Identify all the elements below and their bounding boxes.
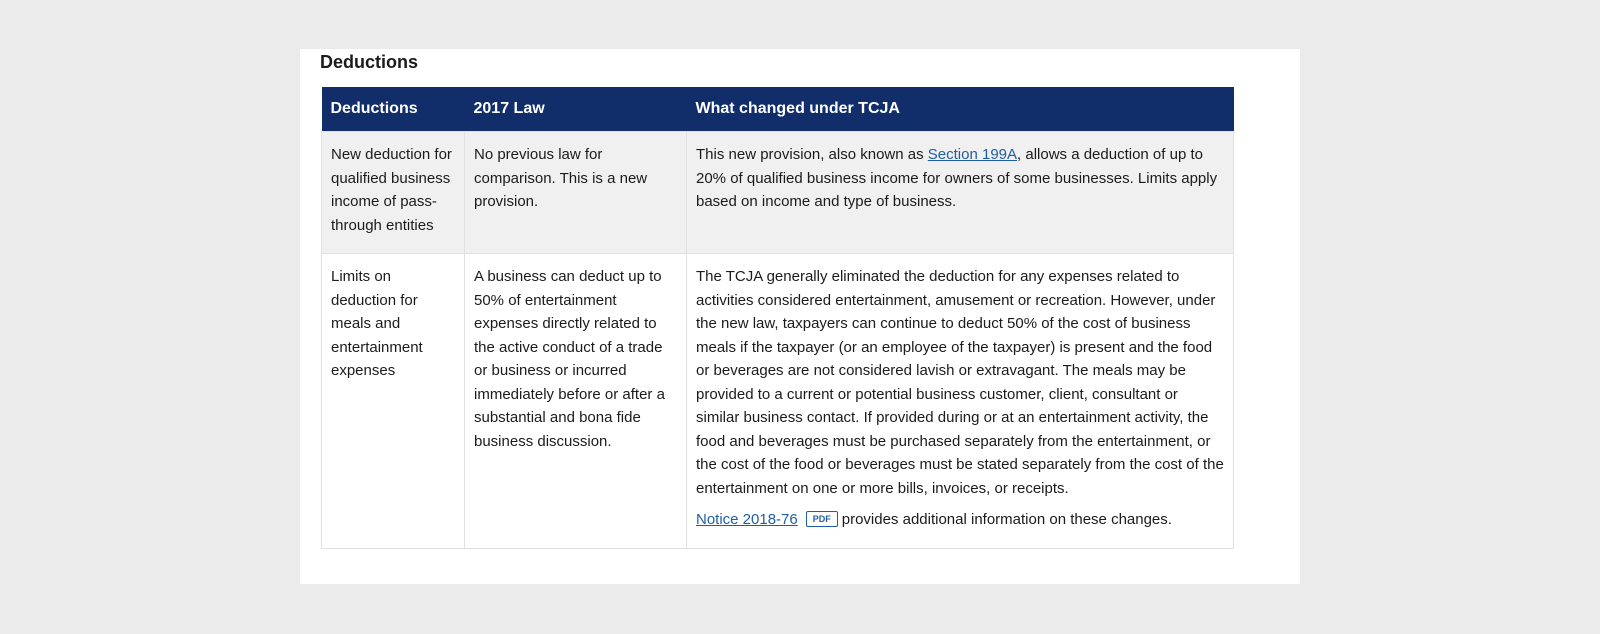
- tcja-text-prefix: This new provision, also known as: [696, 146, 928, 163]
- deduction-cell: New deduction for qualified business income of pass-through entities: [322, 132, 465, 254]
- section-199a-link[interactable]: Section 199A: [927, 146, 1018, 163]
- law-2017-cell: A business can deduct up to 50% of entertainment expenses directly related to the active conduct of a trade or business or incurred immediately before or after a substantial and bona fide business discussion.: [465, 254, 687, 549]
- section-title: Deductions: [320, 52, 419, 72]
- deduction-cell: Limits on deduction for meals and entertainment expenses: [322, 254, 465, 549]
- header-deductions: Deductions: [322, 87, 465, 132]
- notice-suffix: provides additional information on these changes.: [841, 511, 1172, 528]
- tcja-text: The TCJA generally eliminated the deduction for any expenses related to activities considered entertainment, amusement or recreation. However, under the new law, taxpayers can continue to deduct 50% of the cost of business meals if the taxpayer (or an employee of the taxpayer) is present and the food or beverages are not considered lavish or extravagant. The meals may be provided to a current or potential business customer, client, consultant or similar business contact. If provided during or at an entertainment activity, the food and beverages must be purchased separately from the entertainment, or the cost of the food or beverages must be stated separately from the cost of the entertainment on one or more bills, invoices, or receipts.: [696, 268, 1224, 497]
- table-header-row: [322, 87, 1234, 132]
- content-panel: [300, 49, 1300, 584]
- header-2017-law: 2017 Law: [465, 87, 687, 132]
- tcja-cell: [687, 254, 1234, 549]
- notice-line: [696, 508, 1224, 532]
- tcja-text-suffix: , allows a deduction of up to 20% of qualified business income for owners of some businesses. Limits apply based on income and type of business.: [696, 146, 1218, 210]
- tcja-cell: [687, 132, 1234, 254]
- table-row: [322, 254, 1234, 549]
- notice-2018-76-link[interactable]: Notice 2018-76: [696, 511, 798, 528]
- pdf-icon: PDF: [806, 511, 838, 527]
- law-2017-cell: No previous law for comparison. This is a new provision.: [465, 132, 687, 254]
- deductions-table: [321, 87, 1234, 549]
- table-row: [322, 132, 1234, 254]
- header-tcja-changes: What changed under TCJA: [687, 87, 1234, 132]
